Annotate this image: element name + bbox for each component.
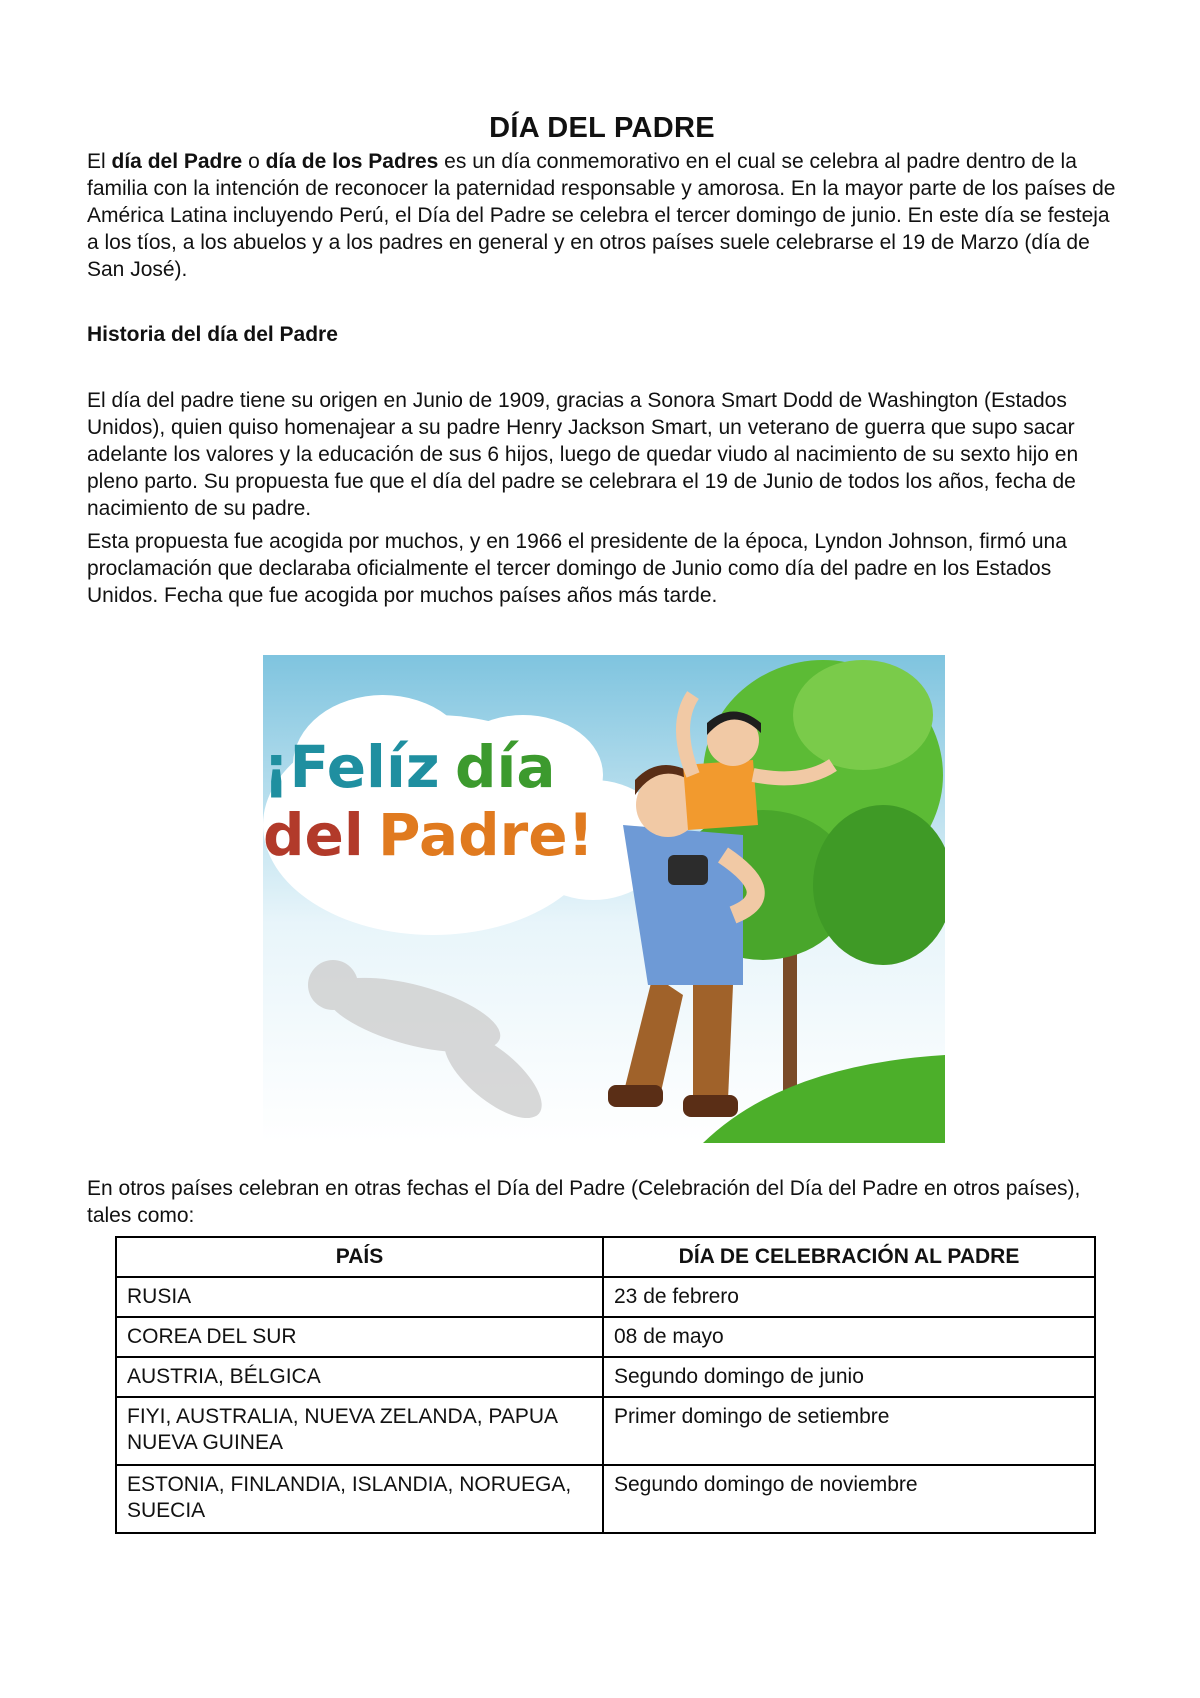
fathers-day-illustration	[263, 655, 945, 1143]
intro-bold-1: día del Padre	[111, 150, 243, 173]
headline-padre: Padre!	[378, 801, 594, 869]
table-row	[116, 1277, 1095, 1317]
intro-paragraph	[87, 148, 1117, 283]
document-body	[87, 108, 1117, 609]
history-paragraph-1: El día del padre tiene su origen en Junio de 1909, gracias a Sonora Smart Dodd de Washington (Estados Unidos), quien quiso homenajear a su padre Henry Jackson Smart, un veterano de guerra que supo sacar adelante los valores y la educación de sus 6 hijos, luego de quedar viudo al nacimiento de su sexto hijo en pleno parto. Su propuesta fue que el día del padre se celebrara el 19 de Junio de todos los años, fecha de nacimiento de su padre.	[87, 389, 1079, 520]
headline-felize: ¡Felíz	[263, 733, 440, 801]
cell-date: 08 de mayo	[603, 1317, 1095, 1357]
table-header-row	[116, 1237, 1095, 1277]
intro-text-1: El	[87, 150, 112, 173]
intro-bold-2: día de los Padres	[265, 150, 439, 173]
intro-text-2: o	[242, 150, 266, 173]
cell-country: AUSTRIA, BÉLGICA	[116, 1357, 603, 1397]
history-paragraph-2: Esta propuesta fue acogida por muchos, y en 1966 el presidente de la época, Lyndon Johnson, firmó una proclamación que declaraba oficialmente el tercer domingo de Junio como día del padre en los Estados Unidos. Fecha que fue acogida por muchos países años más tarde.	[87, 530, 1067, 607]
headline-del: del	[263, 801, 364, 869]
cell-date: 23 de febrero	[603, 1277, 1095, 1317]
celebration-table	[115, 1236, 1096, 1534]
cell-country: ESTONIA, FINLANDIA, ISLANDIA, NORUEGA, SUECIA	[116, 1465, 603, 1533]
intro-text-3: es un día conmemorativo en el cual se celebra al padre dentro de la familia con la intención de reconocer la paternidad responsable y amorosa. En la mayor parte de los países de América Latina incluyendo Perú, el Día del Padre se celebra el tercer domingo de junio. En este día se festeja a los tíos, a los abuelos y a los padres en general y en otros países suele celebrarse el 19 de Marzo (día de San José).	[87, 150, 1116, 281]
page-title: DÍA DEL PADRE	[489, 112, 715, 144]
table-row	[116, 1357, 1095, 1397]
table-row	[116, 1317, 1095, 1357]
cell-date: Segundo domingo de noviembre	[603, 1465, 1095, 1533]
header-date: DÍA DE CELEBRACIÓN AL PADRE	[603, 1237, 1095, 1277]
table-row	[116, 1465, 1095, 1533]
headline-dia: día	[455, 733, 556, 801]
cell-country: RUSIA	[116, 1277, 603, 1317]
cell-date: Primer domingo de setiembre	[603, 1397, 1095, 1465]
header-country: PAÍS	[116, 1237, 603, 1277]
other-countries-intro: En otros países celebran en otras fechas el Día del Padre (Celebración del Día del Padre en otros países), tales como:	[87, 1177, 1081, 1227]
cell-country: FIYI, AUSTRALIA, NUEVA ZELANDA, PAPUA NUEVA GUINEA	[116, 1397, 603, 1465]
history-heading: Historia del día del Padre	[87, 323, 338, 346]
cell-date: Segundo domingo de junio	[603, 1357, 1095, 1397]
table-row	[116, 1397, 1095, 1465]
cell-country: COREA DEL SUR	[116, 1317, 603, 1357]
